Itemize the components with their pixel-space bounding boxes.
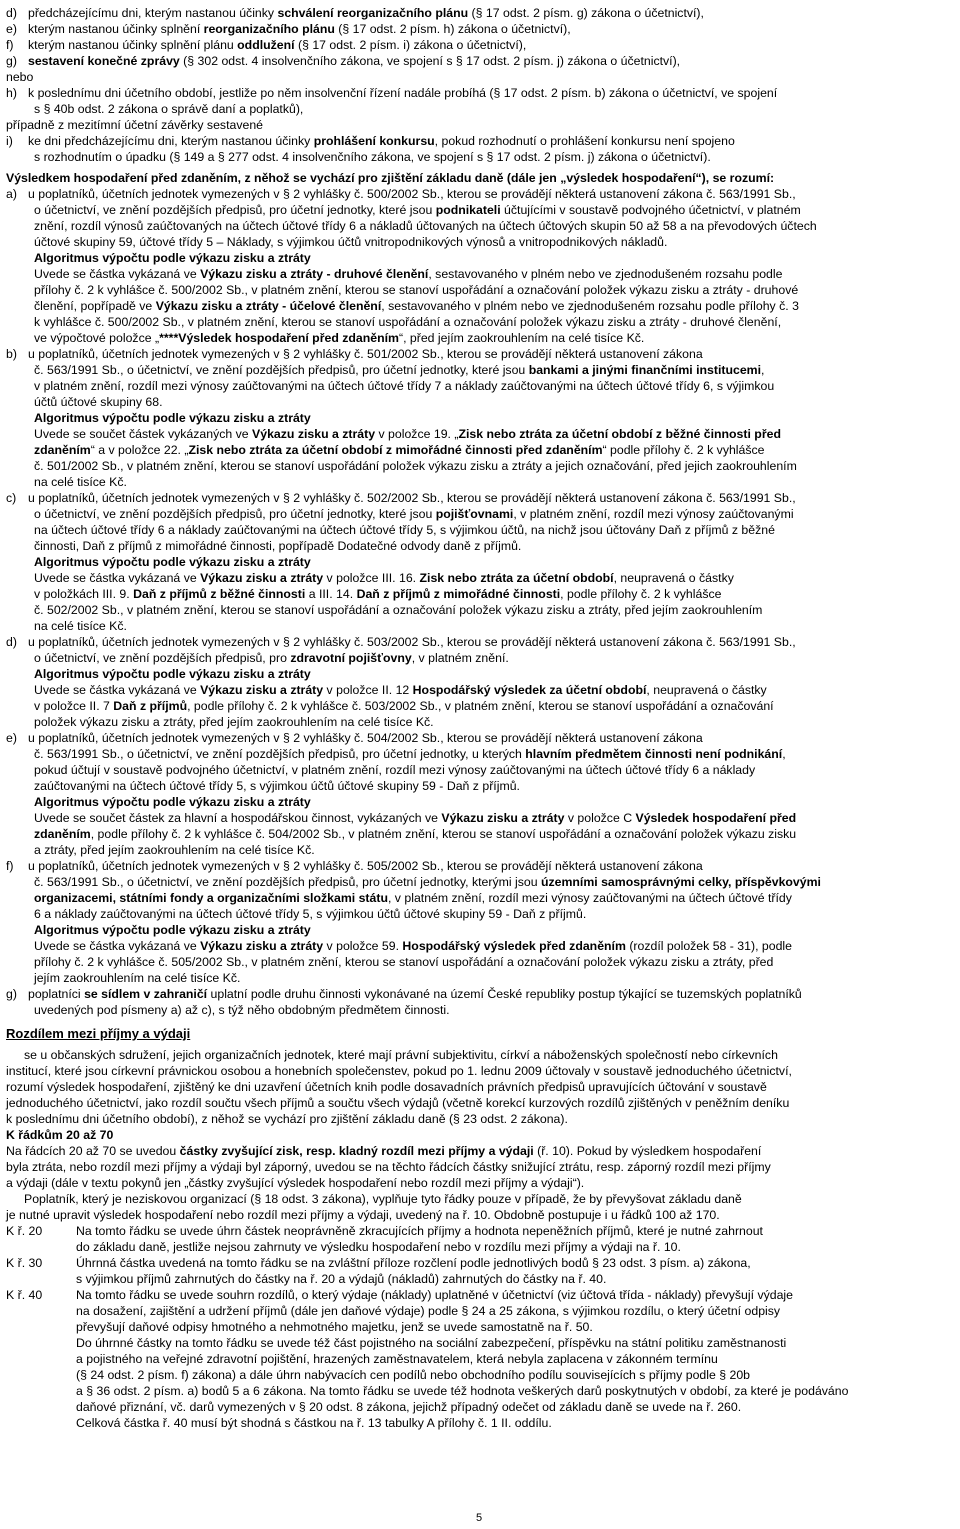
text-segment: (§ 24 odst. 2 písm. f) zákona) a dále úhrn nabývacích cen podílů nebo obchodního podílu souvisejících s příjmy podle § 20b	[76, 1368, 751, 1382]
text-line	[6, 101, 936, 117]
text-segment: o účetnictví, ve znění pozdějších předpisů, pro	[34, 651, 291, 665]
text-line	[6, 1111, 936, 1127]
text-line	[6, 378, 936, 394]
text-line	[6, 666, 936, 682]
text-segment: u poplatníků, účetních jednotek vymezených v § 2 vyhlášky č. 501/2002 Sb., kterou se provádějí některá ustanovení zákona	[28, 347, 703, 361]
text-line	[6, 586, 936, 602]
text-line	[6, 1047, 936, 1063]
text-segment: byla ztráta, nebo rozdíl mezi příjmy a výdaji byl záporný, uvedou se na těchto řádcích částky snižující ztrátu, resp. záporný rozdíl mezi příjmy	[6, 1160, 771, 1174]
list-marker: i)	[6, 134, 13, 148]
text-line	[6, 538, 936, 554]
text-segment: Uvede se součet částek za hlavní a hospodářskou činnost, vykázaných ve	[34, 811, 442, 825]
text-line	[6, 410, 936, 426]
text-segment: , neupravená o částky	[613, 571, 734, 585]
bold-text: Výkazu zisku a ztráty - účelové členění	[155, 299, 382, 313]
text-line	[6, 922, 936, 938]
text-segment: nebo	[6, 70, 34, 84]
text-line	[6, 1191, 936, 1207]
text-line	[6, 170, 936, 186]
document-body	[6, 5, 936, 1431]
text-line	[6, 21, 936, 37]
text-line	[6, 858, 936, 874]
text-segment: , v platném znění, rozdíl mezi výnosy zaúčtovanými na účtech účtové třídy	[387, 891, 792, 905]
text-segment: Uvede se částka vykázaná ve	[34, 683, 201, 697]
text-line	[6, 634, 936, 650]
bold-text: Zisk nebo ztráta za účetní období z mimořádné činnosti před zdaněním	[188, 443, 603, 457]
text-segment: předcházejícímu dni, kterým nastanou účinky	[28, 6, 278, 20]
text-segment: ve výpočtové položce „	[34, 331, 160, 345]
text-line	[6, 5, 936, 21]
text-segment: Na tomto řádku se uvede úhrn částek neoprávněně zkracujících příjmy a hodnota nepeněžních příjmů, které je nutné zahrnout	[76, 1224, 763, 1238]
text-line	[6, 330, 936, 346]
text-line	[6, 474, 936, 490]
text-line	[6, 986, 936, 1002]
text-line	[6, 682, 936, 698]
text-line	[6, 234, 936, 250]
text-segment: , pokud rozhodnutí o prohlášení konkursu není spojeno	[434, 134, 735, 148]
text-line	[6, 1002, 936, 1018]
text-line	[6, 650, 936, 666]
text-segment: , podle přílohy č. 2 k vyhlášce č. 503/2002 Sb., v platném znění, kterou se stanoví uspořádání a označování	[187, 699, 774, 713]
bold-text: se sídlem v zahraničí	[84, 987, 208, 1001]
text-line	[6, 1351, 936, 1367]
text-line	[6, 490, 936, 506]
text-segment: Poplatník, který je neziskovou organizací (§ 18 odst. 3 zákona), vyplňuje tyto řádky pouze v případě, že by převyšovat základu daně	[24, 1192, 742, 1206]
bold-text: Daň z příjmů z mimořádné činnosti	[356, 587, 561, 601]
text-line	[6, 890, 936, 906]
text-segment: s § 40b odst. 2 zákona o správě daní a poplatků),	[34, 102, 304, 116]
text-segment: daňové přiznání, vč. darů vymezených v § 20 odst. 8 zákona, jejichž případný odečet od základu daně se uvede na ř. 260.	[76, 1400, 742, 1414]
bold-text: Výsledek hospodaření před	[635, 811, 797, 825]
text-line	[6, 810, 936, 826]
text-segment: Celková částka ř. 40 musí být shodná s částkou na ř. 13 tabulky A přílohy č. 1 II. oddílu.	[76, 1416, 552, 1430]
bold-text: Zisk nebo ztráta za účetní období	[419, 571, 614, 585]
text-segment: č. 563/1991 Sb., o účetnictví, ve znění pozdějších předpisů, pro účetní jednotky, které jsou	[34, 363, 529, 377]
text-segment: zaúčtovanými na účtech účtové třídy 5, s výjimkou účtů účtové skupiny 59 - Daň z příjmů.	[34, 779, 520, 793]
text-segment: u poplatníků, účetních jednotek vymezených v § 2 vyhlášky č. 505/2002 Sb., kterou se provádějí některá ustanovení zákona	[28, 859, 703, 873]
text-segment: Uvede se částka vykázaná ve	[34, 939, 201, 953]
bold-text: Algoritmus výpočtu podle výkazu zisku a ztráty	[34, 923, 311, 937]
text-segment: (ř. 10). Pokud by výsledkem hospodaření	[533, 1144, 762, 1158]
bold-text: částky zvyšující zisk, resp. kladný rozdíl mezi příjmy a výdaji	[179, 1144, 534, 1158]
text-segment: na celé tisíce Kč.	[34, 619, 127, 633]
bold-text: Výkazu zisku a ztráty - druhové členění	[200, 267, 429, 281]
text-line	[6, 906, 936, 922]
text-line	[6, 37, 936, 53]
text-segment: “ a v položce 22. „	[90, 443, 189, 457]
text-line	[6, 133, 936, 149]
section-heading	[6, 1026, 936, 1042]
text-line	[6, 1255, 936, 1271]
text-segment: Na tomto řádku se uvede souhrn rozdílů, o který výdaje (náklady) uplatněné v účetnictví (viz účtová třída - náklady) převyšují výdaje	[76, 1288, 793, 1302]
text-segment: , neupravená o částky	[646, 683, 767, 697]
text-segment: v platném znění, rozdíl mezi výnosy zaúčtovanými na účtech účtové třídy 7 a náklady zaúčtovanými na účtech účtové třídy 6, s výjimkou	[34, 379, 775, 393]
text-segment: č. 501/2002 Sb., v platném znění, kterou se stanoví uspořádání položek výkazu zisku a ztráty a jejich označování, před jejich zaokrouhlením	[34, 459, 797, 473]
text-line	[6, 746, 936, 762]
text-line	[6, 1319, 936, 1335]
text-line	[6, 1303, 936, 1319]
text-segment: a pojistného na veřejné zdravotní pojištění, hrazených zaměstnavatelem, která nebyla zaplacena v zákonném termínu	[76, 1352, 718, 1366]
text-segment: s výjimkou příjmů zahrnutých do částky na ř. 20 a výdajů (nákladů) zahrnutých do částky na ř. 40.	[76, 1272, 607, 1286]
text-line	[6, 426, 936, 442]
text-segment: pokud účtují v soustavě podvojného účetnictví, v platném znění, rozdíl mezi výnosy zaúčtovanými na účtech účtové třídy 6 a náklady	[34, 763, 756, 777]
text-segment: převyšují daňové odpisy hmotného a nehmotného majetku, jenž se uvede samostatně na ř. 50.	[76, 1320, 593, 1334]
text-line	[6, 730, 936, 746]
bold-text: podnikateli	[435, 203, 501, 217]
bold-text: Algoritmus výpočtu podle výkazu zisku a ztráty	[34, 795, 311, 809]
text-segment: v položce 19. „	[375, 427, 459, 441]
text-segment: jejím zaokrouhlením na celé tisíce Kč.	[34, 971, 241, 985]
text-segment: institucí, které jsou církevní právnickou osobou a honebních společenstev, pokud po 1. lednu 2009 účtovaly v soustavě jednoduchého účetnictví,	[6, 1064, 792, 1078]
list-marker: g)	[6, 987, 17, 1001]
text-segment: (§ 17 odst. 2 písm. g) zákona o účetnictví),	[468, 6, 704, 20]
text-line	[6, 1335, 936, 1351]
row-reference-label: K ř. 20	[6, 1224, 43, 1238]
text-line	[6, 826, 936, 842]
bold-text: Hospodářský výsledek za účetní období	[412, 683, 647, 697]
bold-text: Algoritmus výpočtu podle výkazu zisku a ztráty	[34, 251, 311, 265]
text-segment: se u občanských sdružení, jejich organizačních jednotek, které mají právní subjektivitu, církví a náboženských společností nebo církevních	[24, 1048, 778, 1062]
text-segment: k poslednímu dni účetního období), z něhož se vychází pro zjištění základu daně (§ 23 odst. 2 zákona).	[6, 1112, 568, 1126]
text-segment: ke dni předcházejícímu dni, kterým nastanou účinky	[28, 134, 314, 148]
text-segment: a výdaji (dále v textu pokynů jen „částky zvyšující výsledek hospodaření nebo rozdíl mezi příjmy a výdaji“).	[6, 1176, 585, 1190]
text-segment: , v platném znění.	[411, 651, 509, 665]
text-line	[6, 970, 936, 986]
text-segment: uvedených pod písmeny a) až c), s týž něho obdobným předmětem činnosti.	[34, 1003, 450, 1017]
text-line	[6, 117, 936, 133]
bold-text: Výkazu zisku a ztráty	[252, 427, 376, 441]
text-segment: Uvede se částka vykázaná ve	[34, 267, 201, 281]
text-segment: v položce C	[564, 811, 636, 825]
text-line	[6, 202, 936, 218]
text-segment: kterým nastanou účinky splnění plánu	[28, 38, 238, 52]
text-segment: o účetnictví, ve znění pozdějších předpisů, pro účetní jednotky, které jsou	[34, 203, 436, 217]
text-segment: kterým nastanou účinky splnění	[28, 22, 204, 36]
text-line	[6, 1095, 936, 1111]
text-line	[6, 1367, 936, 1383]
text-line	[6, 1383, 936, 1399]
text-segment: Úhrnná částka uvedená na tomto řádku se na zvláštní příloze rozčlení podle jednotlivých bodů § 23 odst. 3 písm. a) zákona,	[76, 1256, 751, 1270]
text-segment: Do úhrnné částky na tomto řádku se uvede též část pojistného na sociální zabezpečení, příspěvku na státní politiku zaměstnanosti	[76, 1336, 787, 1350]
text-segment: položek výkazu zisku a ztráty, před jejím zaokrouhlením na celé tisíce Kč.	[34, 715, 434, 729]
text-segment: je nutné upravit výsledek hospodaření nebo rozdíl mezi příjmy a výdaji, uvedený na ř. 10. Obdobně postupuje i u řádků 100 až 170.	[6, 1208, 720, 1222]
bold-text: schválení reorganizačního plánu	[277, 6, 469, 20]
text-segment: v položce II. 7	[34, 699, 114, 713]
text-line	[6, 458, 936, 474]
text-line	[6, 842, 936, 858]
text-line	[6, 1079, 936, 1095]
text-segment: u poplatníků, účetních jednotek vymezených v § 2 vyhlášky č. 504/2002 Sb., kterou se provádějí některá ustanovení zákona	[28, 731, 703, 745]
text-segment: (§ 302 odst. 4 insolvenčního zákona, ve spojení s § 17 odst. 2 písm. j) zákona o účetnictví),	[179, 54, 681, 68]
bold-text: bankami a jinými finančními institucemi	[528, 363, 762, 377]
text-segment: na dosažení, zajištění a udržení příjmů (dále jen daňové výdaje) podle § 24 a 25 zákona, s výjimkou rozdílu, o který účetní odpisy	[76, 1304, 781, 1318]
text-segment: v položce II. 12	[323, 683, 413, 697]
text-line	[6, 938, 936, 954]
list-marker: h)	[6, 86, 17, 100]
bold-text: prohlášení konkursu	[313, 134, 435, 148]
list-marker: b)	[6, 347, 17, 361]
text-line	[6, 69, 936, 85]
text-line	[6, 362, 936, 378]
bold-text: Algoritmus výpočtu podle výkazu zisku a ztráty	[34, 555, 311, 569]
text-line	[6, 954, 936, 970]
text-line	[6, 778, 936, 794]
text-segment: Uvede se součet částek vykázaných ve	[34, 427, 253, 441]
text-segment: “, před jejím zaokrouhlením na celé tisíce Kč.	[398, 331, 645, 345]
bold-text: územními samosprávnými celky, příspěvkovými	[540, 875, 821, 889]
text-segment: rozumí výsledek hospodaření, zjištěný ke dni uzavření účetních knih podle dosavadních právních předpisů upravujících účtování v soustavě	[6, 1080, 767, 1094]
text-line	[6, 1127, 936, 1143]
list-marker: g)	[6, 54, 17, 68]
text-line	[6, 698, 936, 714]
bold-text: hlavním předmětem činnosti není podnikání	[525, 747, 783, 761]
text-segment: č. 563/1991 Sb., o účetnictví, ve znění pozdějších předpisů, pro účetní jednotky, u kterých	[34, 747, 526, 761]
text-line	[6, 618, 936, 634]
bold-text: Algoritmus výpočtu podle výkazu zisku a ztráty	[34, 411, 311, 425]
text-line	[6, 314, 936, 330]
text-segment: ,	[761, 363, 765, 377]
bold-text: organizacemi, státními fondy a organizačními složkami státu	[34, 891, 388, 905]
bold-text: Výkazu zisku a ztráty	[441, 811, 565, 825]
text-segment: Na řádcích 20 až 70 se uvedou	[6, 1144, 180, 1158]
text-segment: “ podle přílohy č. 2 k vyhlášce	[602, 443, 765, 457]
bold-text: Výsledkem hospodaření před zdaněním, z něhož se vychází pro zjištění základu daně (dále jen „výsledek hospodaření“), se rozumí:	[6, 171, 775, 185]
bold-text: sestavení konečné zprávy	[28, 54, 180, 68]
text-segment: č. 563/1991 Sb., o účetnictví, ve znění pozdějších předpisů, pro účetní jednotky, kterými jsou	[34, 875, 541, 889]
text-segment: Rozdílem mezi příjmy a výdaji	[6, 1026, 191, 1041]
text-line	[6, 250, 936, 266]
list-marker: d)	[6, 635, 17, 649]
text-segment: , v platném znění, rozdíl mezi výnosy zaúčtovanými	[513, 507, 794, 521]
text-segment: , sestavovaného v plném nebo ve zjednodušeném rozsahu podle přílohy č. 3	[381, 299, 799, 313]
bold-text: Výkazu zisku a ztráty	[200, 683, 324, 697]
bold-text: K řádkům 20 až 70	[6, 1128, 114, 1142]
text-segment: účtů účtové skupiny 68.	[34, 395, 163, 409]
text-segment: v položce III. 16.	[323, 571, 420, 585]
text-segment: u poplatníků, účetních jednotek vymezených v § 2 vyhlášky č. 502/2002 Sb., kterou se provádějí některá ustanovení zákona č. 563/1991 Sb.,	[28, 491, 796, 505]
text-line	[6, 1271, 936, 1287]
text-segment: (rozdíl položek 58 - 31), podle	[625, 939, 793, 953]
list-marker: f)	[6, 859, 14, 873]
bold-text: zdaněním	[34, 827, 91, 841]
text-segment: k poslednímu dni účetního období, jestliže po něm insolvenční řízení nadále probíhá (§ 17 odst. 2 písm. b) zákona o účetnictví, ve spojení	[28, 86, 778, 100]
bold-text: reorganizačního plánu	[203, 22, 335, 36]
text-segment: 6 a náklady zaúčtovanými na účtech účtové třídy 5, s výjimkou účtů účtové skupiny 59 - Daň z příjmů.	[34, 907, 587, 921]
list-marker: c)	[6, 491, 17, 505]
text-line	[6, 346, 936, 362]
text-segment: a § 36 odst. 2 písm. a) bodů 5 a 6 zákona. Na tomto řádku se uvede též hodnota veškerých darů poskytnutých v období, za které je podáváno	[76, 1384, 849, 1398]
bold-text: Daň z příjmů z běžné činnosti	[133, 587, 306, 601]
list-marker: a)	[6, 187, 17, 201]
bold-text: ****Výsledek hospodaření před zdaněním	[159, 331, 399, 345]
text-line	[6, 186, 936, 202]
text-segment: na účtech účtové třídy 6 a náklady zaúčtovanými na účtech účtové třídy 5, s výjimkou účtů, na nichž jsou účtovány Daň z příjmů z běžné	[34, 523, 775, 537]
text-segment: č. 502/2002 Sb., v platném znění, kterou se stanoví uspořádání a označování položek výkazu zisku a ztráty, před jejím zaokrouhlením	[34, 603, 763, 617]
text-line	[6, 794, 936, 810]
bold-text: Algoritmus výpočtu podle výkazu zisku a ztráty	[34, 667, 311, 681]
text-segment: a III. 14.	[305, 587, 357, 601]
text-segment: na celé tisíce Kč.	[34, 475, 127, 489]
text-segment: (§ 17 odst. 2 písm. h) zákona o účetnictví),	[334, 22, 571, 36]
text-line	[6, 394, 936, 410]
text-line	[6, 1399, 936, 1415]
text-segment: k vyhlášce č. 500/2002 Sb., v platném znění, kterou se stanoví uspořádání a označování položek výkazu zisku a ztráty - druhové členění,	[34, 315, 782, 329]
text-segment: u poplatníků, účetních jednotek vymezených v § 2 vyhlášky č. 500/2002 Sb., kterou se provádějí některá ustanovení zákona č. 563/1991 Sb.,	[28, 187, 796, 201]
text-line	[6, 1143, 936, 1159]
text-line	[6, 570, 936, 586]
bold-text: Zisk nebo ztráta za účetní období z běžné činnosti před	[458, 427, 781, 441]
text-segment: , sestavovaného v plném nebo ve zjednodušeném rozsahu podle	[428, 267, 783, 281]
text-line	[6, 298, 936, 314]
text-segment: účtujícími v soustavě podvojného účetnictví, v platném	[500, 203, 801, 217]
text-line	[6, 266, 936, 282]
text-segment: případně z mezitímní účetní závěrky sestavené	[6, 118, 263, 132]
bold-text: Hospodářský výsledek před zdaněním	[402, 939, 626, 953]
text-segment: jednoduchého účetnictví, jako rozdíl součtu všech příjmů a součtu všech výdajů (včetně korekcí kurzových rozdílů zjištěných v peněžním deníku	[6, 1096, 790, 1110]
text-line	[6, 762, 936, 778]
text-line	[6, 1239, 936, 1255]
spacer	[6, 1018, 936, 1026]
text-line	[6, 1175, 936, 1191]
text-line	[6, 874, 936, 890]
text-segment: znění, rozdíl výnosů zaúčtovaných na účtech účtové třídy 6 a nákladů účtovaných na účtech účtových skupin 50 až 58 a na převodových účtech	[34, 219, 817, 233]
list-marker: d)	[6, 6, 17, 20]
text-line	[6, 218, 936, 234]
text-line	[6, 1207, 936, 1223]
text-line	[6, 554, 936, 570]
text-line	[6, 1415, 936, 1431]
text-segment: činnosti, Daň z příjmů z mimořádné činnosti, popřípadě Dodatečné odvody daně z příjmů.	[34, 539, 522, 553]
bold-text: zdravotní pojišťovny	[290, 651, 412, 665]
list-marker: e)	[6, 731, 17, 745]
list-marker: e)	[6, 22, 17, 36]
text-segment: , podle přílohy č. 2 k vyhlášce č. 504/2002 Sb., v platném znění, kterou se stanoví uspořádání a označování položek výkazu zisku	[90, 827, 797, 841]
text-segment: poplatníci	[28, 987, 85, 1001]
text-segment: o účetnictví, ve znění pozdějších předpisů, pro účetní jednotky, které jsou	[34, 507, 436, 521]
bold-text: Daň z příjmů	[113, 699, 188, 713]
bold-text: pojišťovnami	[435, 507, 514, 521]
text-segment: u poplatníků, účetních jednotek vymezených v § 2 vyhlášky č. 503/2002 Sb., kterou se provádějí některá ustanovení zákona č. 563/1991 Sb.,	[28, 635, 796, 649]
text-segment: s rozhodnutím o úpadku (§ 149 a § 277 odst. 4 insolvenčního zákona, ve spojení s § 17 odst. 2 písm. j) zákona o účetnictví).	[34, 150, 711, 164]
text-line	[6, 442, 936, 458]
text-segment: ,	[782, 747, 786, 761]
text-segment: uplatní podle druhu činnosti vykonávané na území České republiky postup týkající se tuzemských poplatníků	[207, 987, 802, 1001]
bold-text: zdaněním	[34, 443, 91, 457]
text-segment: Uvede se částka vykázaná ve	[34, 571, 201, 585]
text-line	[6, 53, 936, 69]
text-segment: a ztráty, před jejím zaokrouhlením na celé tisíce Kč.	[34, 843, 315, 857]
page-number: 5	[476, 1512, 483, 1524]
text-line	[6, 1063, 936, 1079]
text-line	[6, 506, 936, 522]
text-line	[6, 714, 936, 730]
bold-text: oddlužení	[237, 38, 295, 52]
text-segment: v položkách III. 9.	[34, 587, 134, 601]
text-segment: přílohy č. 2 k vyhlášce č. 505/2002 Sb., v platném znění, kterou se stanoví uspořádání a označování položek výkazu zisku a ztráty, před	[34, 955, 774, 969]
list-marker: f)	[6, 38, 14, 52]
bold-text: Výkazu zisku a ztráty	[200, 939, 324, 953]
row-reference-label: K ř. 30	[6, 1256, 43, 1270]
text-line	[6, 602, 936, 618]
row-reference-label: K ř. 40	[6, 1288, 43, 1302]
text-segment: do základu daně, jestliže nejsou zahrnuty ve výsledku hospodaření nebo v rozdílu mezi příjmy a výdaji na ř. 10.	[76, 1240, 681, 1254]
text-segment: (§ 17 odst. 2 písm. i) zákona o účetnictví),	[294, 38, 527, 52]
text-segment: členění, popřípadě ve	[34, 299, 156, 313]
text-segment: v položce 59.	[323, 939, 403, 953]
bold-text: Výkazu zisku a ztráty	[200, 571, 324, 585]
text-line	[6, 282, 936, 298]
text-line	[6, 1159, 936, 1175]
text-line	[6, 85, 936, 101]
text-segment: , podle přílohy č. 2 k vyhlášce	[560, 587, 722, 601]
text-segment: účtové skupiny 59, účtové třídy 5 – Náklady, s výjimkou účtů vnitropodnikových výnosů a vnitropodnikových nákladů.	[34, 235, 668, 249]
text-line	[6, 522, 936, 538]
text-line	[6, 1223, 936, 1239]
text-line	[6, 1287, 936, 1303]
text-line	[6, 149, 936, 165]
text-segment: přílohy č. 2 k vyhlášce č. 500/2002 Sb., v platném znění, kterou se stanoví uspořádání a označování položek výkazu zisku a ztráty - druhové	[34, 283, 799, 297]
